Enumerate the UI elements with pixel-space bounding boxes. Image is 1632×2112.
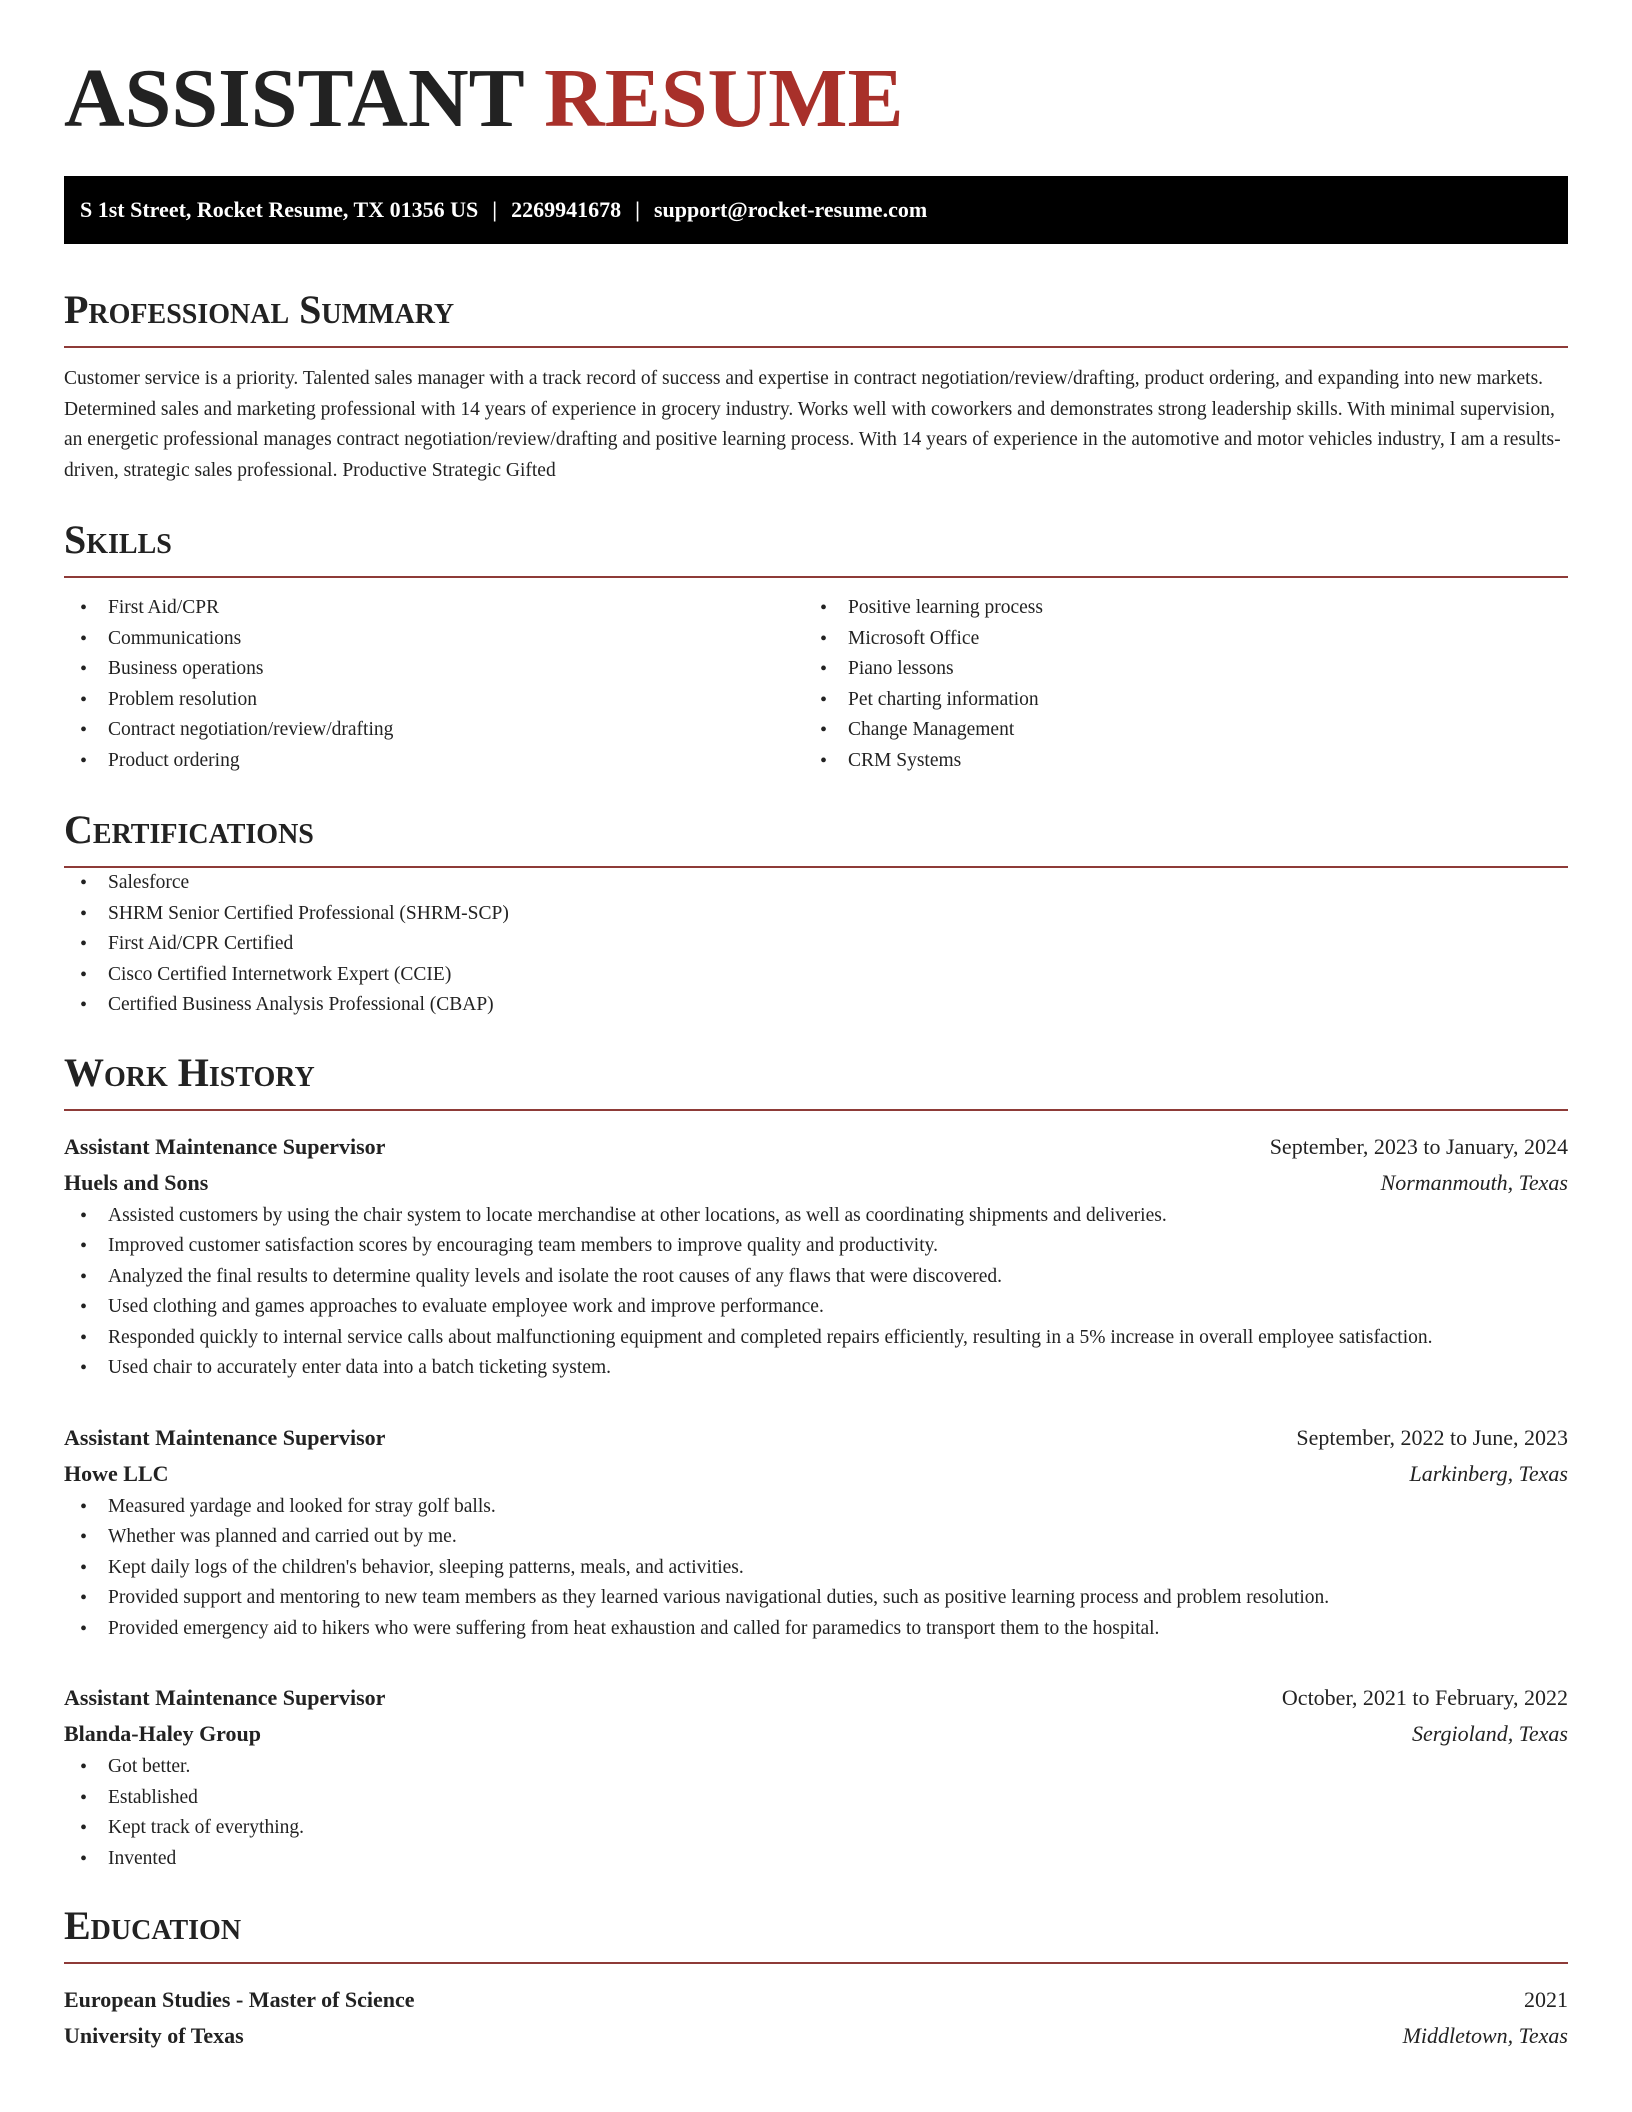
- job-company-row: [64, 1456, 1568, 1492]
- work-history-section: [64, 1049, 1568, 1875]
- section-heading-education: Education: [64, 1903, 242, 1948]
- skill-item: • Positive learning process: [804, 593, 1544, 624]
- certification-item: • First Aid/CPR Certified: [64, 929, 1568, 960]
- job-duty-item: • Improved customer satisfaction scores by encouraging team members to improve quality and productivity.: [64, 1231, 1568, 1262]
- contact-phone: 2269941678: [511, 197, 622, 222]
- job-duties-list: [64, 1752, 1568, 1874]
- skills-column-right: [804, 593, 1544, 776]
- skill-item: • Microsoft Office: [804, 624, 1544, 655]
- job-duty-item: • Established: [64, 1783, 1568, 1814]
- job-header-row: [64, 1129, 1568, 1165]
- certification-item: • SHRM Senior Certified Professional (SHRM-SCP): [64, 899, 1568, 930]
- section-heading-summary: Professional Summary: [64, 287, 455, 332]
- job-duty-item: • Whether was planned and carried out by me.: [64, 1522, 1568, 1553]
- section-divider: [64, 576, 1568, 578]
- education-header-row: [64, 1982, 1568, 2018]
- job-entry: [64, 1129, 1568, 1384]
- job-company: Blanda-Haley Group: [64, 1721, 262, 1746]
- contact-separator: |: [635, 197, 640, 222]
- title-first-word: ASSISTANT: [64, 52, 524, 145]
- resume-title: [64, 0, 1568, 146]
- job-location: Larkinberg, Texas: [1409, 1460, 1568, 1486]
- certification-item: • Certified Business Analysis Professional (CBAP): [64, 990, 1568, 1021]
- certifications-list: [64, 868, 1568, 1021]
- job-duties-list: [64, 1492, 1568, 1645]
- skills-grid: [64, 593, 1568, 776]
- section-divider: [64, 346, 1568, 348]
- contact-separator: |: [492, 197, 498, 222]
- education-year: 2021: [1524, 1987, 1568, 2012]
- job-duty-item: • Invented: [64, 1844, 1568, 1875]
- job-entry: [64, 1420, 1568, 1645]
- summary-text: Customer service is a priority. Talented sales manager with a track record of success and expertise in contract negotiation/review/drafting, product ordering, and expanding into new markets. Determined sales and marketing professional with 14 years of experience in grocery industry. Works well with coworkers and demonstrates strong leadership skills. With minimal supervision, an energetic professional manages contract negotiation/review/drafting and positive learning process. With 14 years of experience in the automotive and motor vehicles industry, I am a results-driven, strategic sales professional. Productive Strategic Gifted: [64, 368, 1561, 481]
- job-location: Normanmouth, Texas: [1380, 1169, 1568, 1195]
- skill-item: • Pet charting information: [804, 685, 1544, 716]
- job-duty-item: • Measured yardage and looked for stray golf balls.: [64, 1492, 1568, 1523]
- job-duty-item: • Kept daily logs of the children's behavior, sleeping patterns, meals, and activities.: [64, 1553, 1568, 1584]
- job-dates: October, 2021 to February, 2022: [1281, 1685, 1568, 1710]
- job-location: Sergioland, Texas: [1411, 1721, 1568, 1746]
- job-duty-item: • Used chair to accurately enter data into a batch ticketing system.: [64, 1353, 1568, 1384]
- skill-item: • Contract negotiation/review/drafting: [64, 715, 804, 746]
- job-duty-item: • Provided support and mentoring to new team members as they learned various navigational duties, such as positive learning process and problem resolution.: [64, 1583, 1568, 1614]
- contact-bar: [64, 176, 1568, 244]
- section-heading-skills: Skills: [64, 517, 172, 562]
- skill-item: • First Aid/CPR: [64, 593, 804, 624]
- skill-item: • Problem resolution: [64, 685, 804, 716]
- contact-email: support@rocket-resume.com: [653, 197, 928, 222]
- education-entry: [64, 1982, 1568, 2054]
- summary-section: [64, 286, 1568, 486]
- job-entry: [64, 1680, 1568, 1874]
- education-degree: European Studies - Master of Science: [64, 1987, 415, 2012]
- section-divider: [64, 1109, 1568, 1111]
- job-header-row: [64, 1680, 1568, 1716]
- job-header-row: [64, 1420, 1568, 1456]
- section-heading-certifications: Certifications: [64, 807, 314, 852]
- education-school: University of Texas: [64, 2023, 244, 2048]
- skill-item: • Change Management: [804, 715, 1544, 746]
- education-school-row: [64, 2018, 1568, 2054]
- job-dates: September, 2022 to June, 2023: [1296, 1424, 1568, 1450]
- job-dates: September, 2023 to January, 2024: [1269, 1133, 1568, 1159]
- skill-item: • Communications: [64, 624, 804, 655]
- job-duty-item: • Kept track of everything.: [64, 1813, 1568, 1844]
- job-duties-list: [64, 1201, 1568, 1384]
- education-location: Middletown, Texas: [1402, 2023, 1568, 2048]
- certification-item: • Cisco Certified Internetwork Expert (CCIE): [64, 960, 1568, 991]
- job-duty-item: • Responded quickly to internal service calls about malfunctioning equipment and completed repairs efficiently, resulting in a 5% increase in overall employee satisfaction.: [64, 1323, 1568, 1354]
- job-duty-item: • Analyzed the final results to determine quality levels and isolate the root causes of any flaws that were discovered.: [64, 1262, 1568, 1293]
- contact-address: S 1st Street, Rocket Resume, TX 01356 US: [80, 197, 479, 222]
- job-company-row: [64, 1716, 1568, 1752]
- job-duty-item: • Got better.: [64, 1752, 1568, 1783]
- section-divider: [64, 1962, 1568, 1964]
- job-company: Howe LLC: [64, 1460, 169, 1486]
- section-heading-work-history: Work History: [64, 1049, 315, 1095]
- certification-item: • Salesforce: [64, 868, 1568, 899]
- job-duty-item: • Assisted customers by using the chair system to locate merchandise at other locations, as well as coordinating shipments and deliveries.: [64, 1201, 1568, 1232]
- skill-item: • Piano lessons: [804, 654, 1544, 685]
- title-second-word: RESUME: [544, 52, 904, 145]
- job-title: Assistant Maintenance Supervisor: [64, 1685, 386, 1710]
- skills-column-left: [64, 593, 804, 776]
- job-company-row: [64, 1165, 1568, 1201]
- certifications-section: [64, 806, 1568, 1021]
- education-section: [64, 1902, 1568, 2054]
- skill-item: • Business operations: [64, 654, 804, 685]
- job-title: Assistant Maintenance Supervisor: [64, 1424, 386, 1450]
- skill-item: • Product ordering: [64, 746, 804, 777]
- resume-page: [64, 0, 1568, 2054]
- skill-item: • CRM Systems: [804, 746, 1544, 777]
- job-duty-item: • Provided emergency aid to hikers who were suffering from heat exhaustion and called for paramedics to transport them to the hospital.: [64, 1614, 1568, 1645]
- job-title: Assistant Maintenance Supervisor: [64, 1133, 386, 1159]
- skills-section: [64, 516, 1568, 776]
- job-duty-item: • Used clothing and games approaches to evaluate employee work and improve performance.: [64, 1292, 1568, 1323]
- job-company: Huels and Sons: [64, 1169, 209, 1195]
